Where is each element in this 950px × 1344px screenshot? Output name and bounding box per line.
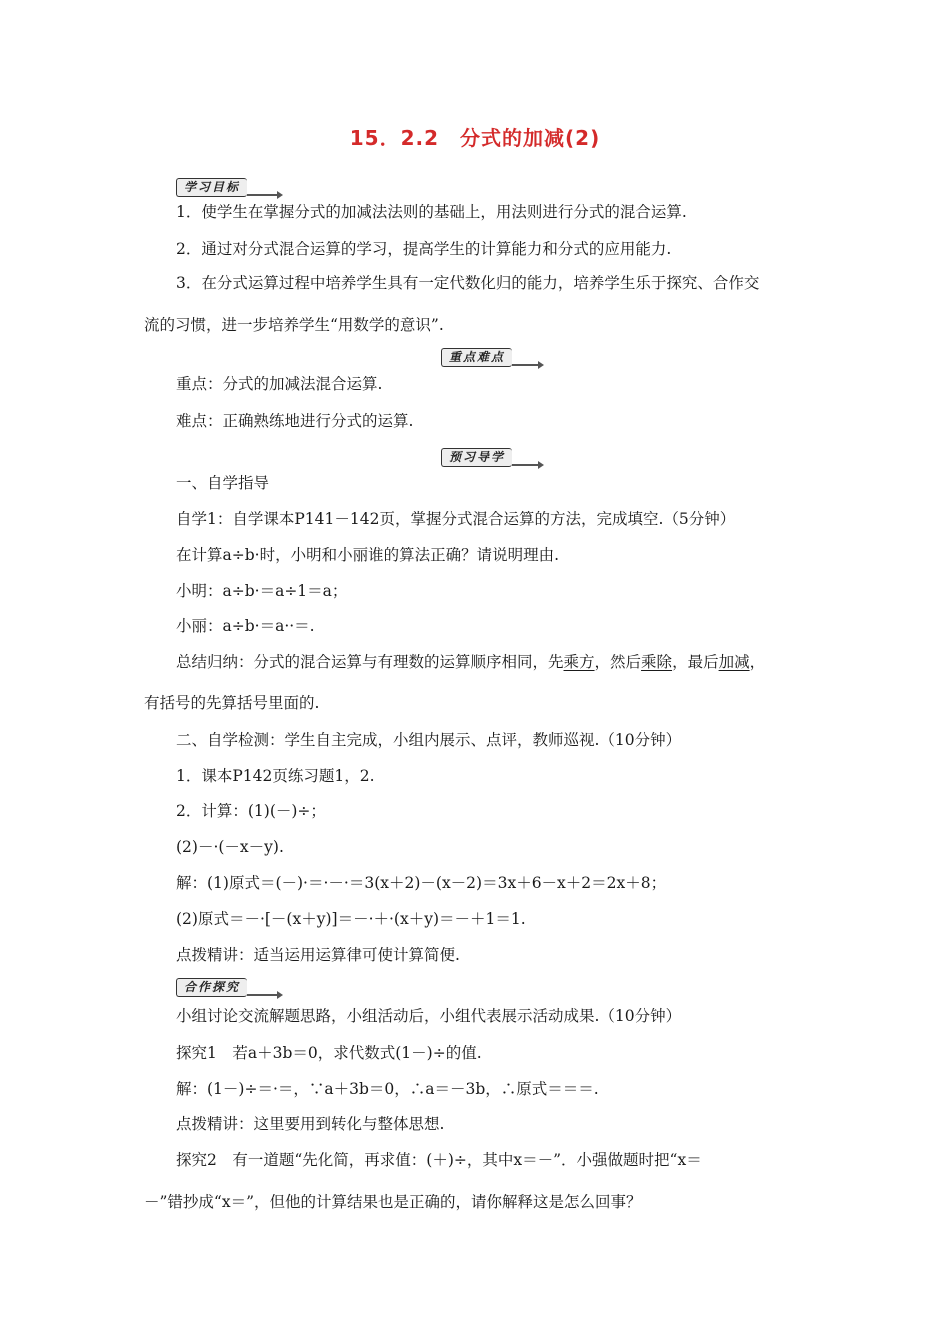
explore-2: 探究2 有一道题“先化简，再求值：(＋)÷，其中x＝－”．小强做题时把“x＝	[176, 1151, 702, 1169]
heading-self-guide: 一、自学指导	[176, 474, 270, 492]
objective-1: 1．使学生在掌握分式的加减法法则的基础上，用法则进行分式的混合运算.	[176, 203, 687, 221]
difficulty: 难点：正确熟练地进行分式的运算.	[176, 412, 414, 430]
solution-2: (2)原式＝－·[－(x＋y)]＝－·＋·(x＋y)＝－＋1＝1.	[176, 910, 526, 928]
question: 在计算a÷b·时，小明和小丽谁的算法正确？请说明理由.	[176, 546, 560, 564]
explore-1-solution: 解：(1－)÷＝·＝，∵a＋3b＝0，∴a＝－3b，∴原式＝＝＝.	[176, 1080, 599, 1098]
summary-cont: 有括号的先算括号里面的.	[144, 694, 320, 712]
objective-3: 3．在分式运算过程中培养学生具有一定代数化归的能力，培养学生乐于探究、合作交	[176, 274, 760, 292]
key-point: 重点：分式的加减法混合运算.	[176, 375, 383, 393]
self-study-1: 自学1：自学课本P141－142页，掌握分式混合运算的方法，完成填空.（5分钟）	[176, 510, 736, 528]
explore-1-tip: 点拨精讲：这里要用到转化与整体思想.	[176, 1115, 445, 1133]
summary-text: 总结归纳：分式的混合运算与有理数的运算顺序相同，先	[176, 653, 564, 671]
section-badge-objectives	[176, 176, 281, 198]
explore-1: 探究1 若a＋3b＝0，求代数式(1－)÷的值.	[176, 1044, 482, 1062]
answer-blank-multiply-divide: 乘除	[641, 653, 673, 671]
answer-blank-power: 乘方	[563, 653, 595, 671]
objective-2: 2．通过对分式混合运算的学习，提高学生的计算能力和分式的应用能力.	[176, 240, 672, 258]
badge-arrow	[512, 364, 542, 366]
badge-arrow	[247, 194, 281, 196]
heading-self-check: 二、自学检测：学生自主完成，小组内展示、点评，教师巡视.（10分钟）	[176, 731, 682, 749]
solution-1: 解：(1)原式＝(－)·＝·－·＝3(x＋2)－(x－2)＝3x＋6－x＋2＝2x＋8；	[176, 874, 667, 892]
summary	[176, 651, 765, 673]
tip: 点拨精讲：适当运用运算律可使计算简便.	[176, 946, 460, 964]
exercise-1: 1．课本P142页练习题1，2.	[176, 767, 375, 785]
explore-2-cont: －”错抄成“x＝”，但他的计算结果也是正确的，请你解释这是怎么回事？	[144, 1193, 642, 1211]
answer-blank-add-subtract: 加减	[718, 653, 750, 671]
section-badge-preview	[441, 446, 542, 468]
page-title: 15．2.2 分式的加减(2)	[349, 126, 601, 150]
xiaoming-method: 小明：a÷b·＝a÷1＝a；	[176, 582, 348, 600]
badge-label: 学习目标	[176, 178, 247, 197]
badge-arrow	[512, 464, 542, 466]
summary-text: ，	[749, 653, 766, 671]
section-badge-cooperation	[176, 976, 281, 998]
exercise-2: 2．计算：(1)(－)÷；	[176, 802, 326, 820]
cooperation-intro: 小组讨论交流解题思路，小组活动后，小组代表展示活动成果.（10分钟）	[176, 1007, 682, 1025]
summary-text: ，然后	[594, 653, 642, 671]
section-badge-key-points	[441, 346, 542, 368]
badge-label: 合作探究	[176, 978, 247, 997]
badge-label: 重点难点	[441, 348, 512, 367]
xiaoli-method: 小丽：a÷b·＝a··＝.	[176, 617, 315, 635]
exercise-2b: (2)－·(－x－y).	[176, 838, 284, 856]
objective-3-cont: 流的习惯，进一步培养学生“用数学的意识”.	[144, 316, 444, 334]
badge-label: 预习导学	[441, 448, 512, 467]
summary-text: ，最后	[672, 653, 719, 671]
badge-arrow	[247, 994, 281, 996]
